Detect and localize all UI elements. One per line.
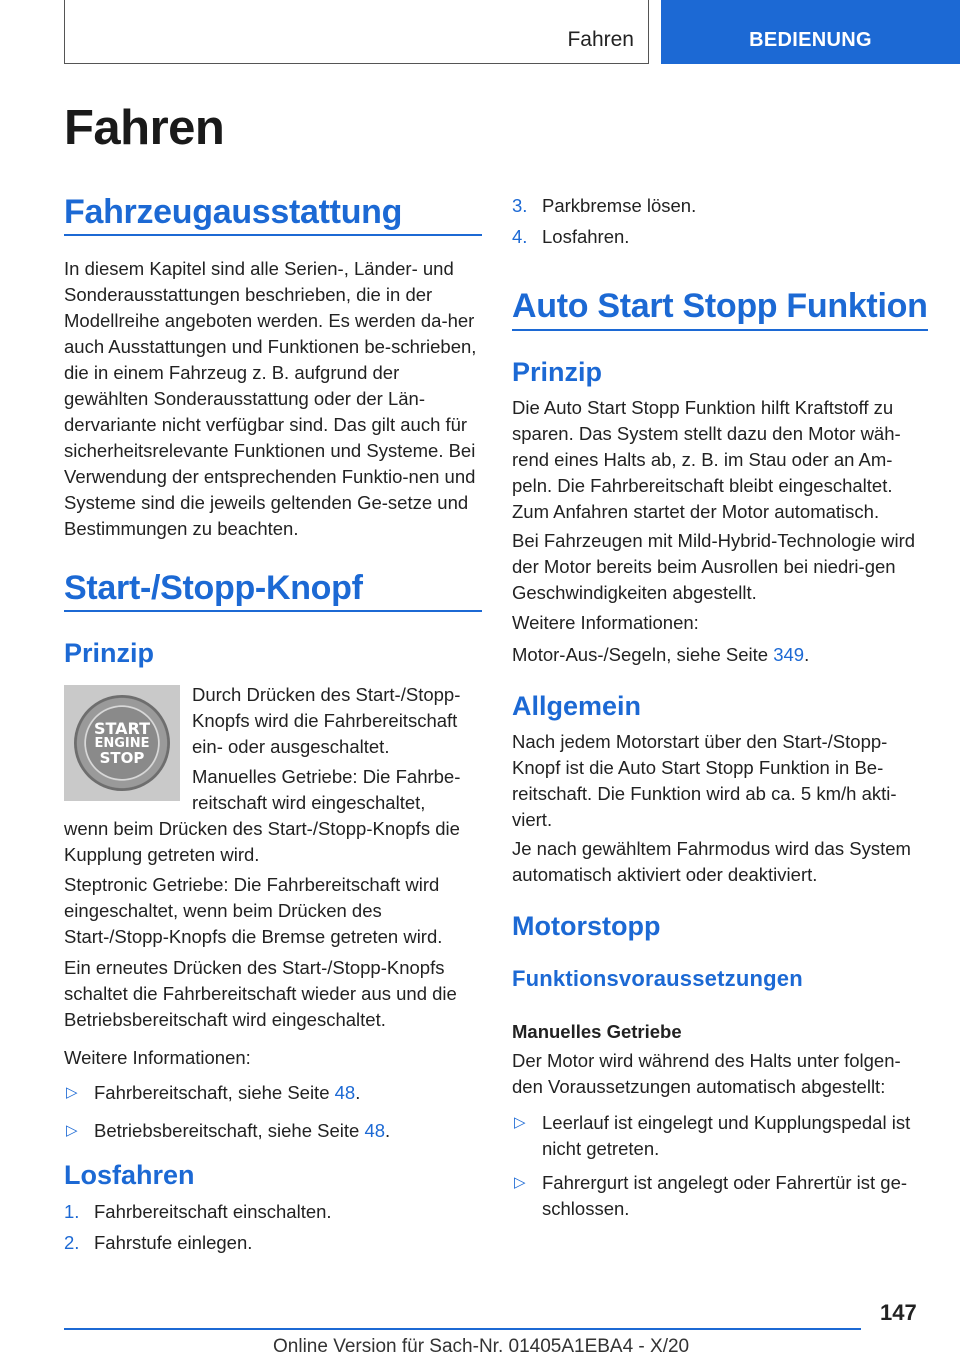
reference-text: Motor-Aus-/Segeln, siehe Seite	[512, 644, 774, 665]
heading-rule	[512, 329, 928, 331]
paragraph-auto-start-1: Die Auto Start Stopp Funktion hilft Kraftstoff zu sparen. Das System stellt dazu den Motor wäh-rend eines Halts ab, z. B. im Stau oder an Am-peln. Die Fahrbereitschaft bleibt eingeschaltet. Zum Anfahren startet der Motor automatisch.	[512, 397, 901, 522]
list-item	[512, 224, 928, 250]
heading-motorstopp: Motorstopp	[512, 911, 661, 941]
paragraph-start-stopp-2b: wenn beim Drücken des Start-/Stopp-Knopfs die Kupplung getreten wird.	[64, 818, 460, 865]
step-number: 4.	[512, 226, 528, 247]
heading-losfahren: Losfahren	[64, 1160, 195, 1190]
list-item	[64, 1118, 482, 1144]
list-item	[512, 1110, 928, 1162]
triangle-bullet-icon: ▷	[66, 1084, 78, 1101]
page-link[interactable]: 349	[773, 644, 805, 665]
triangle-bullet-icon: ▷	[66, 1122, 78, 1139]
list-item-suffix: .	[385, 1120, 391, 1141]
header-chapter-label: Fahren	[567, 28, 634, 51]
more-info-label: Weitere Informationen:	[64, 1047, 251, 1068]
list-item	[512, 1170, 928, 1222]
paragraph-fahrzeugausstattung: In diesem Kapitel sind alle Serien-, Länder- und Sonderausstattungen beschrieben, die in der Modellreihe angeboten werden. Es werden da-her auch Ausstattungen und Funktionen be-schrieben, die in einem Fahrzeug z. B. aufgrund der gewählten Sonderausstattung oder der Län-dervariante nicht verfügbar sind. Das gilt auch für sicherheitsrelevante Funktionen und Systeme. Bei Verwendung der entsprechenden Funktio-nen und Systeme sind die jeweils geltenden Ge-setze und Bestimmungen zu beachten.	[64, 258, 477, 539]
list-item	[64, 1080, 482, 1106]
list-item-suffix: .	[355, 1082, 361, 1103]
list-item	[512, 193, 928, 219]
step-number: 2.	[64, 1232, 80, 1253]
paragraph-start-stopp-4: Ein erneutes Drücken des Start-/Stopp-Knopfs schaltet die Fahrbereitschaft wieder aus und die Betriebsbereitschaft wird eingeschaltet.	[64, 957, 457, 1030]
button-image-line2: ENGINE	[94, 735, 150, 751]
button-image-line3: STOP	[99, 748, 145, 767]
page-link[interactable]: 48	[364, 1120, 386, 1141]
reference-suffix: .	[804, 644, 810, 665]
more-info-label-right: Weitere Informationen:	[512, 612, 699, 633]
paragraph-start-stopp-3: Steptronic Getriebe: Die Fahrbereitschaft wird eingeschaltet, wenn beim Drücken des Start-/Stopp-Knopfs die Bremse getreten wird.	[64, 874, 443, 947]
paragraph-start-stopp-2a: Manuelles Getriebe: Die Fahrbe-reitschaft wird eingeschaltet,	[192, 766, 461, 813]
step-text: Losfahren.	[542, 226, 630, 247]
list-item-text: Betriebsbereitschaft, siehe Seite	[94, 1120, 365, 1141]
footer-version-text: Online Version für Sach-Nr. 01405A1EBA4 - X/20	[273, 1336, 690, 1357]
heading-start-stopp-knopf: Start-/Stopp-Knopf	[64, 569, 363, 607]
step-number: 3.	[512, 195, 528, 216]
step-text: Parkbremse lösen.	[542, 195, 697, 216]
button-image-line1: START	[93, 718, 151, 738]
heading-fahrzeugausstattung: Fahrzeugausstattung	[64, 193, 403, 231]
steps-list-right	[512, 193, 928, 258]
start-engine-stop-button-image	[64, 685, 180, 801]
step-text: Fahrbereitschaft einschalten.	[94, 1201, 332, 1222]
triangle-bullet-icon: ▷	[514, 1174, 526, 1191]
heading-rule	[64, 610, 482, 612]
heading-prinzip: Prinzip	[64, 638, 155, 668]
page-link[interactable]: 48	[334, 1082, 356, 1103]
reference-motor-aus	[512, 642, 928, 668]
condition-text: Fahrergurt ist angelegt oder Fahrertür ist ge-schlossen.	[542, 1172, 908, 1219]
list-item-text: Fahrbereitschaft, siehe Seite	[94, 1082, 335, 1103]
heading-rule	[64, 234, 482, 236]
header-tab-bedienung: BEDIENUNG	[661, 0, 960, 64]
page-title: Fahren	[64, 101, 225, 155]
paragraph-allgemein-1: Nach jedem Motorstart über den Start-/Stopp-Knopf ist die Auto Start Stopp Funktion in Be-reitschaft. Die Funktion wird ab ca. 5 km/h akti-viert.	[512, 731, 897, 830]
heading-prinzip-right: Prinzip	[512, 357, 603, 387]
paragraph-allgemein-2: Je nach gewähltem Fahrmodus wird das System automatisch aktiviert oder deaktiviert.	[512, 838, 911, 885]
list-item	[64, 1230, 482, 1256]
header-tab-fahren	[64, 0, 649, 64]
paragraph-auto-start-2: Bei Fahrzeugen mit Mild-Hybrid-Technologie wird der Motor bereits beim Ausrollen bei niedri-gen Geschwindigkeiten abgestellt.	[512, 530, 916, 603]
conditions-list	[512, 1110, 928, 1230]
triangle-bullet-icon: ▷	[514, 1114, 526, 1131]
footer-rule	[64, 1328, 861, 1330]
reference-list	[64, 1080, 482, 1152]
page-number: 147	[880, 1300, 917, 1325]
step-text: Fahrstufe einlegen.	[94, 1232, 253, 1253]
condition-text: Leerlauf ist eingelegt und Kupplungspedal ist nicht getreten.	[542, 1112, 911, 1159]
step-number: 1.	[64, 1201, 80, 1222]
list-item	[64, 1199, 482, 1225]
heading-allgemein: Allgemein	[512, 691, 642, 721]
steps-list-left	[64, 1199, 482, 1264]
paragraph-start-stopp-1: Durch Drücken des Start-/Stopp-Knopfs wird die Fahrbereitschaft ein- oder ausgeschaltet.	[192, 684, 461, 757]
paragraph-motorstopp: Der Motor wird während des Halts unter folgen-den Voraussetzungen automatisch abgestellt:	[512, 1050, 901, 1097]
heading-auto-start-stopp: Auto Start Stopp Funktion	[512, 287, 928, 325]
heading-funktionsvoraussetzungen: Funktionsvoraussetzungen	[512, 966, 803, 991]
heading-manuelles-getriebe: Manuelles Getriebe	[512, 1021, 682, 1042]
